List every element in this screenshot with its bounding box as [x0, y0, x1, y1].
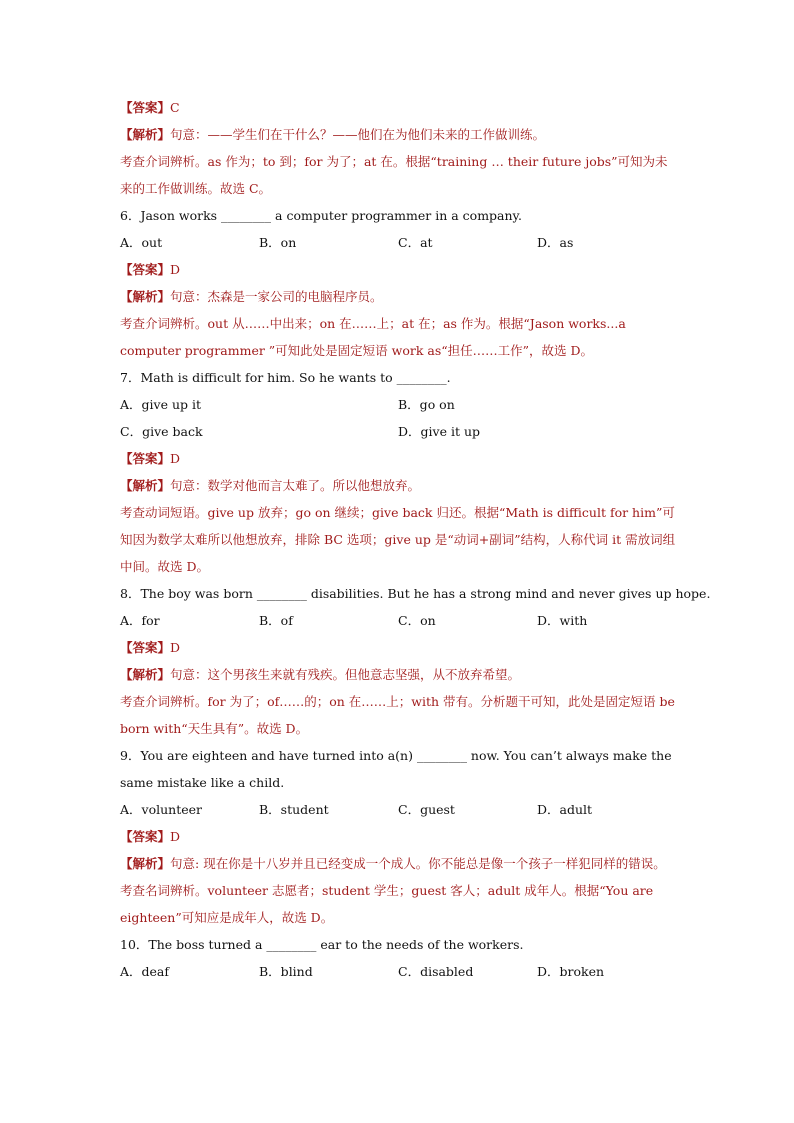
option-a: A．out [120, 235, 163, 250]
options-row [120, 607, 680, 634]
question-stem [120, 931, 680, 958]
question-text: Jason works ________ a computer programmer in a company. [140, 208, 522, 223]
analysis-meaning: 句意：——学生们在干什么？——他们在为他们未来的工作做训练。 [170, 127, 546, 142]
question-stem [120, 364, 680, 391]
option-d: D．adult [537, 802, 593, 817]
answer-row [120, 94, 680, 121]
analysis-meaning: 句意: 现在你是十八岁并且已经变成一个成人。你不能总是像一个孩子一样犯同样的错误。 [170, 856, 666, 871]
answer-value: C [170, 100, 180, 115]
option-b: B．blind [259, 964, 313, 979]
analysis-label: 【解析】 [120, 856, 171, 871]
question-stem [120, 580, 711, 607]
option-b: B．go on [398, 397, 455, 412]
analysis-detail: 考查动词短语。give up 放弃；go on 继续；give back 归还。根据“Math is difficult for him”可知因为数学太难所以他想放弃，排除 BC 选项；give up 是“动词+副词”结构，人称代词 it 需放词组中间。故选 D。 [120, 505, 676, 574]
answer-value: D [170, 640, 181, 655]
answer-label: 【答案】 [120, 100, 171, 115]
analysis-row [120, 121, 680, 148]
options-row [120, 229, 680, 256]
options-row [120, 796, 680, 823]
analysis-meaning: 句意：杰森是一家公司的电脑程序员。 [170, 289, 383, 304]
analysis-detail: 考查介词辨析。out 从……中出来；on 在……上；at 在；as 作为。根据“Jason works...a computer programmer ”可知此处是固定短语 work as“担任……工作”，故选 D。 [120, 316, 626, 358]
analysis-label: 【解析】 [120, 127, 171, 142]
options-row [120, 391, 680, 418]
analysis-label: 【解析】 [120, 478, 171, 493]
answer-label: 【答案】 [120, 829, 171, 844]
question-stem [120, 742, 680, 796]
option-a: A．deaf [120, 964, 170, 979]
analysis-detail: 考查名词辨析。volunteer 志愿者；student 学生；guest 客人；adult 成年人。根据“You are eighteen”可知应是成年人，故选 D。 [120, 883, 654, 925]
answer-row [120, 634, 680, 661]
answer-value: D [170, 262, 181, 277]
option-c: C．on [398, 613, 436, 628]
answer-row [120, 256, 680, 283]
answer-row [120, 823, 680, 850]
analysis-meaning: 句意：数学对他而言太难了。所以他想放弃。 [170, 478, 421, 493]
question-text: You are eighteen and have turned into a(n) ________ now. You can’t always make the same mistake like a child. [120, 748, 672, 790]
option-d: D．as [537, 235, 574, 250]
document-page [120, 94, 711, 985]
analysis-meaning: 句意：这个男孩生来就有残疾。但他意志坚强，从不放弃希望。 [170, 667, 521, 682]
analysis-label: 【解析】 [120, 289, 171, 304]
question-text: The boss turned a ________ ear to the needs of the workers. [148, 937, 524, 952]
option-c: C．guest [398, 802, 455, 817]
option-a: A．volunteer [120, 802, 203, 817]
analysis-detail: 考查介词辨析。as 作为；to 到；for 为了；at 在。根据“training … their future jobs”可知为未来的工作做训练。故选 C。 [120, 154, 668, 196]
question-number: 8． [120, 586, 141, 601]
option-b: B．of [259, 613, 293, 628]
analysis-detail: 考查介词辨析。for 为了；of……的；on 在……上；with 带有。分析题干可知，此处是固定短语 be born with“天生具有”。故选 D。 [120, 694, 675, 736]
answer-value: D [170, 829, 181, 844]
question-number: 9． [120, 748, 141, 763]
answer-value: D [170, 451, 181, 466]
analysis-row [120, 661, 680, 688]
analysis-row [120, 472, 680, 499]
option-a: A．give up it [120, 397, 202, 412]
options-row [120, 418, 680, 445]
options-row [120, 958, 680, 985]
answer-label: 【答案】 [120, 451, 171, 466]
answer-label: 【答案】 [120, 640, 171, 655]
question-stem [120, 202, 680, 229]
option-c: C．at [398, 235, 433, 250]
question-number: 10． [120, 937, 149, 952]
option-d: D．broken [537, 964, 605, 979]
option-d: D．with [537, 613, 588, 628]
option-b: B．on [259, 235, 297, 250]
option-c: C．disabled [398, 964, 474, 979]
answer-label: 【答案】 [120, 262, 171, 277]
question-text: Math is difficult for him. So he wants to ________. [140, 370, 451, 385]
question-text: The boy was born ________ disabilities. But he has a strong mind and never gives up hope. [140, 586, 711, 601]
option-b: B．student [259, 802, 329, 817]
option-c: C．give back [120, 424, 203, 439]
question-number: 7． [120, 370, 141, 385]
answer-row [120, 445, 680, 472]
question-number: 6． [120, 208, 141, 223]
analysis-row [120, 850, 680, 877]
option-a: A．for [120, 613, 160, 628]
analysis-label: 【解析】 [120, 667, 171, 682]
option-d: D．give it up [398, 424, 481, 439]
analysis-row [120, 283, 680, 310]
